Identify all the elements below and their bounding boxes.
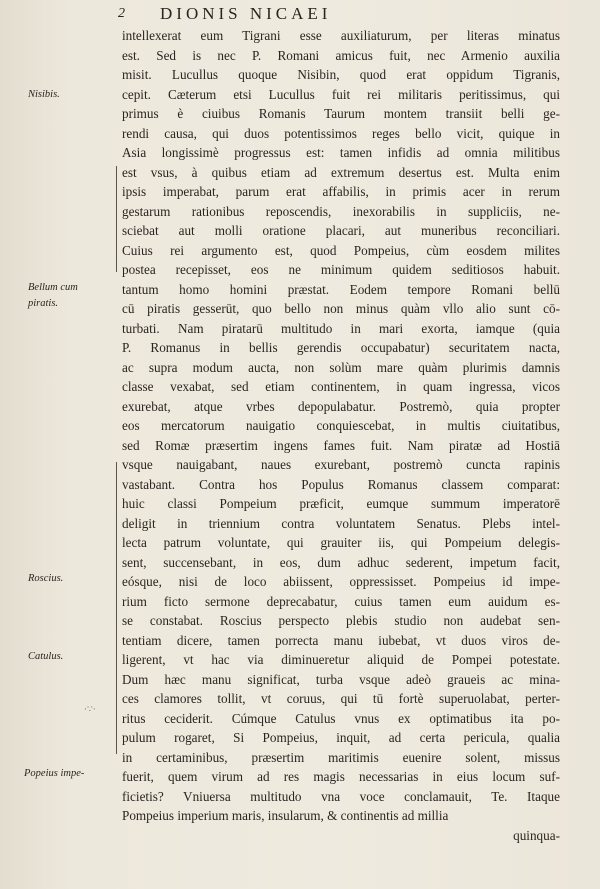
text-line: classe vexabat, sed etiam continentem, in quam ingressa, vicos [122,379,560,394]
text-line: turbati. Nam piratarū multitudo in mari exorta, iamque (quia [122,320,560,336]
text-line: eos mercatorum nauigatio conquiescebat, in multis ciuitatibus, [122,418,560,433]
text-line: tantum homo homini præstat. Eodem tempore Romani bellū [122,281,560,297]
text-line: deligit in triennium contra voluntatem Senatus. Plebs intel- [122,515,560,531]
text-line: ac supra modum aucta, non solùm mare quàm plurimis damnis [122,359,560,375]
margin-rule [116,166,117,272]
text-line: cepit. Cæterum etsi Lucullus fuit rei militaris peritissimus, qui [122,86,560,102]
text-line: pulum rogaret, Si Pompeius, inquit, ad certa pericula, qualia [122,730,560,745]
text-line: eósque, nisi de loco abiissent, oppressisset. Pompeius id impe- [122,574,560,589]
text-line: ces clamores tollit, vt coruus, qui tū fortè superuolabat, perter- [122,691,560,706]
page-number: 2 [118,6,125,21]
text-line: sent, succensebant, in eos, dum adhuc sederent, impetum facit, [122,554,560,570]
text-line: est vsus, à quibus etiam ad extremum desertus est. Multa enim [122,164,560,180]
margin-note: Bellum cum [28,282,78,293]
text-line: exurebat, atque vrbes depopulabatur. Postremò, quia propter [122,398,560,414]
text-line: lecta patrum voluntate, qui grauiter iis, qui Pompeium delegis- [122,535,560,550]
text-line: ligerent, vt hac via diminueretur aliquid de Pompei potestate. [122,652,560,667]
margin-note: Roscius. [28,573,64,584]
text-line: sciebat aut molli oratione placari, aut muneribus reconciliari. [122,223,560,238]
margin-note: piratis. [28,298,59,309]
text-line: in certaminibus, præsertim maritimis euenire solent, missus [122,749,560,765]
text-line: ficietis? Vniuersa multitudo vna voce conclamauit, Te. Itaque [122,788,560,804]
text-line: ritus ceciderit. Cúmque Catulus vnus ex optimatibus ita po- [122,710,560,726]
body-text [122,26,560,845]
margin-rule [116,462,117,754]
text-line: Pompeius imperium maris, insularum, & continentis ad millia [122,808,449,823]
text-line: huic classi Pompeium præficit, eumque summum imperatorē [122,496,560,511]
text-line: vastabant. Contra hos Populus Romanus classem comparat: [122,476,560,492]
text-line: gestarum rationibus reposcendis, inexorabilis in suppliciis, ne- [122,203,560,219]
text-line: vsque nauigabant, naues exurebant, postremò cuncta rapinis [122,457,560,472]
text-line: Cuius rei argumento est, quod Pompeius, cùm eosdem milites [122,242,560,258]
margin-note: Popeius impe- [24,768,85,779]
text-line: ipsis imperabat, parum erat affabilis, in primis acer in rerum [122,184,560,199]
text-line: fuerit, quem virum ad res magis necessarias in eius locum suf- [122,769,560,784]
text-line: misit. Lucullus quoque Nisibin, quod erat oppidum Tigranis, [122,67,560,82]
text-line: se constabat. Roscius perspecto plebis studio non audebat sen- [122,613,560,628]
text-line: rendi causa, qui duos potentissimos reges bello vicit, quique in [122,125,560,141]
text-line: Asia longissimè progressus est: tamen infidis ad omnia militibus [122,145,560,160]
text-line: sed Romæ præsertim ingens fames fuit. Nam piratæ ad Hostiā [122,437,560,453]
margin-note: Nisibis. [28,89,60,100]
margin-note: Catulus. [28,651,64,662]
margin-mark: ·∵· [84,704,96,714]
text-line: intellexerat eum Tigrani esse auxiliaturum, per literas minatus [122,28,560,43]
text-line: tentiam dicere, tamen porrecta manu iubebat, vt duos viros de- [122,632,560,648]
running-head: DIONIS NICAEI [160,4,332,23]
text-line: Dum hæc manu significat, turba vsque adeò graueis ac mina- [122,671,560,687]
text-line: rium ficto sermone deprecabatur, cuius tamen eum auidum es- [122,593,560,609]
text-line: postea recepisset, eos ne minimum quidem seditiosos habuit. [122,262,560,277]
text-line: cū piratis gesserūt, quo bello non minus quàm vllo alio sunt cō- [122,301,560,316]
text-line: primus è ciuibus Romanis Taurum montem transiit belli ge- [122,106,560,121]
text-line: est. Sed is nec P. Romani amicus fuit, nec Armenio auxilia [122,47,560,63]
text-line: P. Romanus in bellis gerendis occupabatur) securitatem nacta, [122,340,560,355]
text-line: quinqua- [513,827,560,843]
